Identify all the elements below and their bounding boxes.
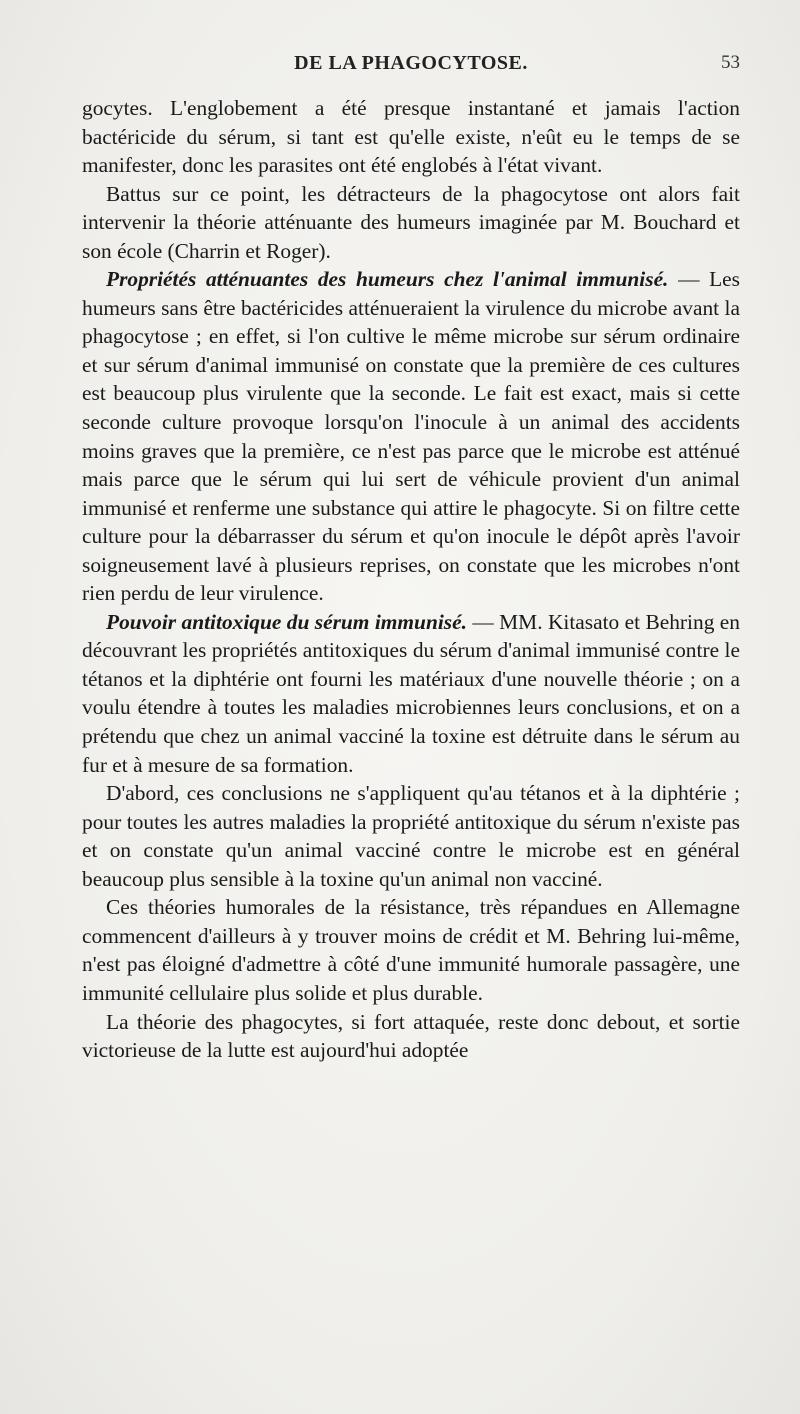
running-head: [82, 52, 740, 86]
paragraph-text: — MM. Kitasato et Behring en découvrant les propriétés antitoxiques du sérum d'animal immunisé contre le tétanos et la diphtérie ont fourni les matériaux d'une nouvelle théorie ; on a voulu étendre à toutes les maladies microbiennes leurs conclusions, et on a prétendu que chez un animal vacciné la toxine est détruite dans le sérum au fur et à mesure de sa formation.: [82, 609, 740, 777]
paragraph-text: D'abord, ces conclusions ne s'appliquent qu'au tétanos et à la diphtérie ; pour toutes les autres maladies la propriété antitoxique du sérum n'existe pas et on constate qu'un animal vacciné contre le microbe est en général beaucoup plus sensible à la toxine qu'un animal non vacciné.: [82, 781, 740, 891]
paragraph-1: [82, 94, 740, 180]
paragraph-7: [82, 1008, 740, 1065]
text-body: [82, 94, 740, 1065]
paragraph-3: [82, 265, 740, 608]
paragraph-text: La théorie des phagocytes, si fort attaquée, reste donc debout, et sortie victorieuse de la lutte est aujourd'hui adoptée: [82, 1009, 740, 1063]
section-heading: Pouvoir antitoxique du sérum immunisé.: [106, 609, 467, 634]
page-number: 53: [721, 52, 740, 73]
paragraph-text: — Les humeurs sans être bactéricides atténueraient la virulence du microbe avant la phagocytose ; en effet, si l'on cultive le même microbe sur sérum ordinaire et sur sérum d'animal immunisé on constate que la première de ces cultures est beaucoup plus virulente que la seconde. Le fait est exact, mais si cette seconde culture provoque lorsqu'on l'inocule à un animal des accidents moins graves que la première, ce n'est pas parce que le microbe est atténué mais parce que le sérum qui lui sert de véhicule provient d'un animal immunisé et renferme une substance qui attire le phagocyte. Si on filtre cette culture pour la débarrasser du sérum et qu'on inocule le dépôt après l'avoir soigneusement lavé à plusieurs reprises, on constate que les microbes n'ont rien perdu de leur virulence.: [82, 267, 740, 606]
paragraph-5: [82, 779, 740, 893]
paragraph-4: [82, 608, 740, 779]
paragraph-2: [82, 180, 740, 266]
paragraph-6: [82, 893, 740, 1007]
section-heading: Propriétés atténuantes des humeurs chez l'animal immunisé.: [106, 267, 669, 292]
paragraph-text: gocytes. L'englobement a été presque instantané et jamais l'action bactéricide du sérum, si tant est qu'elle existe, n'eût eu le temps de se manifester, donc les parasites ont été englobés à l'état vivant.: [82, 96, 740, 178]
paragraph-text: Battus sur ce point, les détracteurs de la phagocytose ont alors fait intervenir la théorie atténuante des humeurs imaginée par M. Bouchard et son école (Charrin et Roger).: [82, 181, 740, 263]
running-title: DE LA PHAGOCYTOSE.: [294, 52, 528, 74]
paragraph-text: Ces théories humorales de la résistance, très répandues en Allemagne commencent d'ailleurs à y trouver moins de crédit et M. Behring lui-même, n'est pas éloigné d'admettre à côté d'une immunité humorale passagère, une immunité cellulaire plus solide et plus durable.: [82, 895, 740, 1005]
